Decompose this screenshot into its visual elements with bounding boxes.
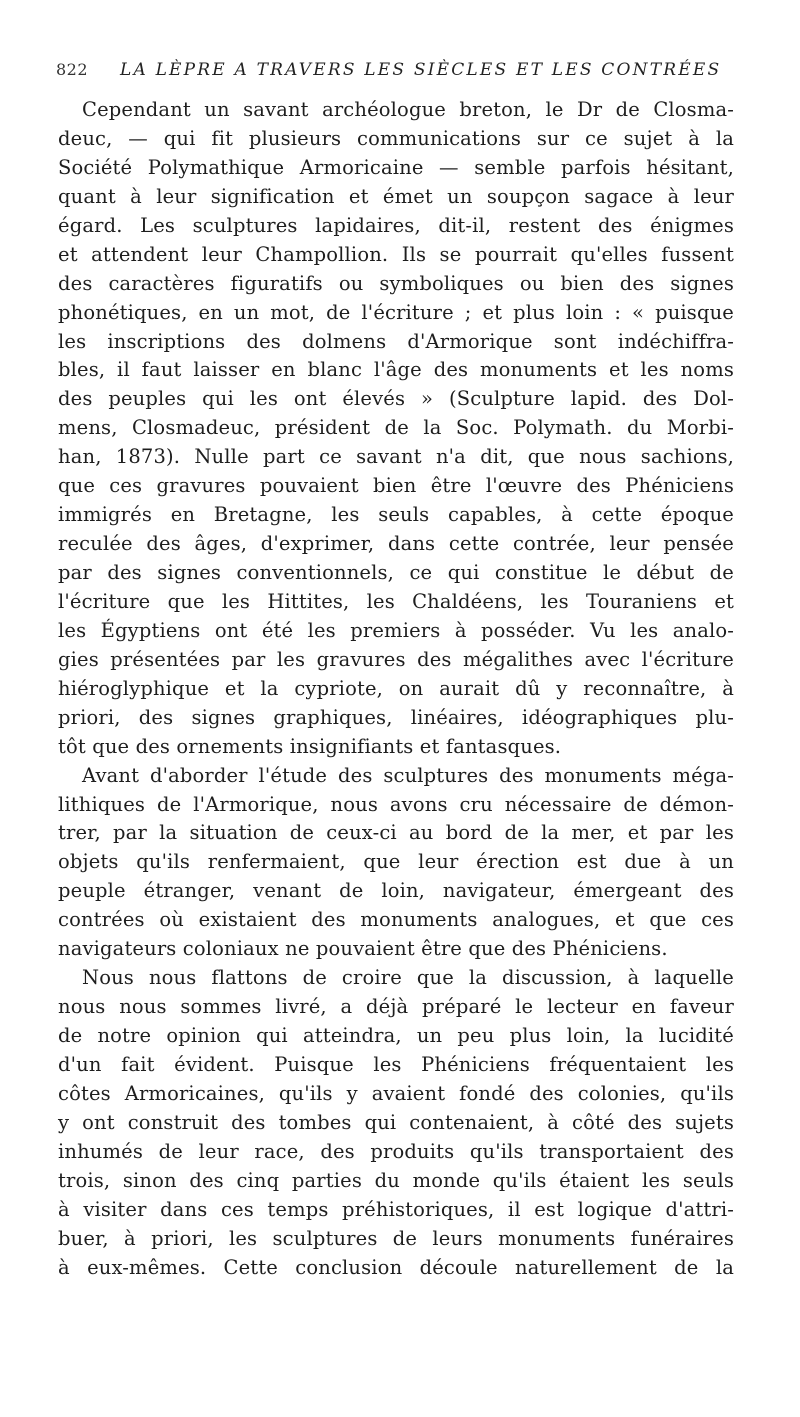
text-line: de notre opinion qui atteindra, un peu plus loin, la lucidité [58,1024,734,1047]
text-line: quant à leur signification et émet un soupçon sagace à leur [58,184,734,208]
text-line: nous nous sommes livré, a déjà préparé le lecteur en faveur [58,995,734,1019]
text-line: Avant d'aborder l'étude des sculptures des monuments méga- [82,763,734,787]
page-number: 822 [56,60,89,79]
text-line: reculée des âges, d'exprimer, dans cette contrée, leur pensée [58,532,734,556]
text-line: Cependant un savant archéologue breton, le Dr de Closma- [82,98,734,121]
text-line: hiéroglyphique et la cypriote, on aurait dû y reconnaître, à [58,676,734,700]
text-line: inhumés de leur race, des produits qu'ils transportaient des [58,1139,734,1163]
text-line: navigateurs coloniaux ne pouvaient être que des Phéniciens. [58,937,668,961]
running-title: LA LÈPRE A TRAVERS LES SIÈCLES ET LES CONTRÉES [120,60,722,80]
text-line: et attendent leur Champollion. Ils se pourrait qu'elles fussent [58,242,734,266]
text-line: d'un fait évident. Puisque les Phéniciens fréquentaient les [58,1052,734,1076]
text-line: des caractères figuratifs ou symboliques ou bien des signes [58,271,734,295]
text-line: bles, il faut laisser en blanc l'âge des monuments et les noms [58,358,734,382]
text-line: des peuples qui les ont élevés » (Sculpture lapid. des Dol- [58,387,734,411]
text-line: han, 1873). Nulle part ce savant n'a dit, que nous sachions, [58,445,734,469]
text-line: les inscriptions des dolmens d'Armorique sont indéchiffra- [58,329,734,353]
text-line: phonétiques, en un mot, de l'écriture ; et plus loin : « puisque [58,300,734,324]
text-line: gies présentées par les gravures des mégalithes avec l'écriture [58,647,734,671]
text-line: immigrés en Bretagne, les seuls capables, à cette époque [58,503,734,527]
text-line: Nous nous flattons de croire que la discussion, à laquelle [82,966,734,990]
text-line: les Égyptiens ont été les premiers à posséder. Vu les analo- [58,618,734,642]
text-line: peuple étranger, venant de loin, navigateur, émergeant des [58,879,734,903]
text-line: côtes Armoricaines, qu'ils y avaient fondé des colonies, qu'ils [58,1081,734,1105]
text-line: à visiter dans ces temps préhistoriques, il est logique d'attri- [58,1197,734,1221]
text-line: lithiques de l'Armorique, nous avons cru nécessaire de démon- [58,792,734,816]
text-line: égard. Les sculptures lapidaires, dit-il, restent des énigmes [58,213,734,237]
text-line: trois, sinon des cinq parties du monde qu'ils étaient les seuls [58,1168,734,1192]
text-line: Société Polymathique Armoricaine — semble parfois hésitant, [58,155,734,179]
text-line: objets qu'ils renfermaient, que leur érection est due à un [58,850,734,874]
text-line: par des signes conventionnels, ce qui constitue le début de [58,561,734,584]
text-line: deuc, — qui fit plusieurs communications sur ce sujet à la [58,126,734,150]
text-line: que ces gravures pouvaient bien être l'œuvre des Phéniciens [58,474,734,498]
text-line: y ont construit des tombes qui contenaient, à côté des sujets [58,1110,734,1134]
text-line: à eux-mêmes. Cette conclusion découle naturellement de la [58,1255,734,1279]
text-line: mens, Closmadeuc, président de la Soc. Polymath. du Morbi- [58,416,734,440]
text-line: priori, des signes graphiques, linéaires, idéographiques plu- [58,705,734,729]
running-head [0,60,800,90]
text-line: contrées où existaient des monuments analogues, et que ces [58,908,734,932]
text-line: trer, par la situation de ceux-ci au bord de la mer, et par les [58,821,734,845]
text-line: buer, à priori, les sculptures de leurs monuments funéraires [58,1226,734,1250]
body-text [58,96,734,1282]
text-line: l'écriture que les Hittites, les Chaldéens, les Touraniens et [58,589,734,613]
text-line: tôt que des ornements insignifiants et fantasques. [58,734,562,758]
